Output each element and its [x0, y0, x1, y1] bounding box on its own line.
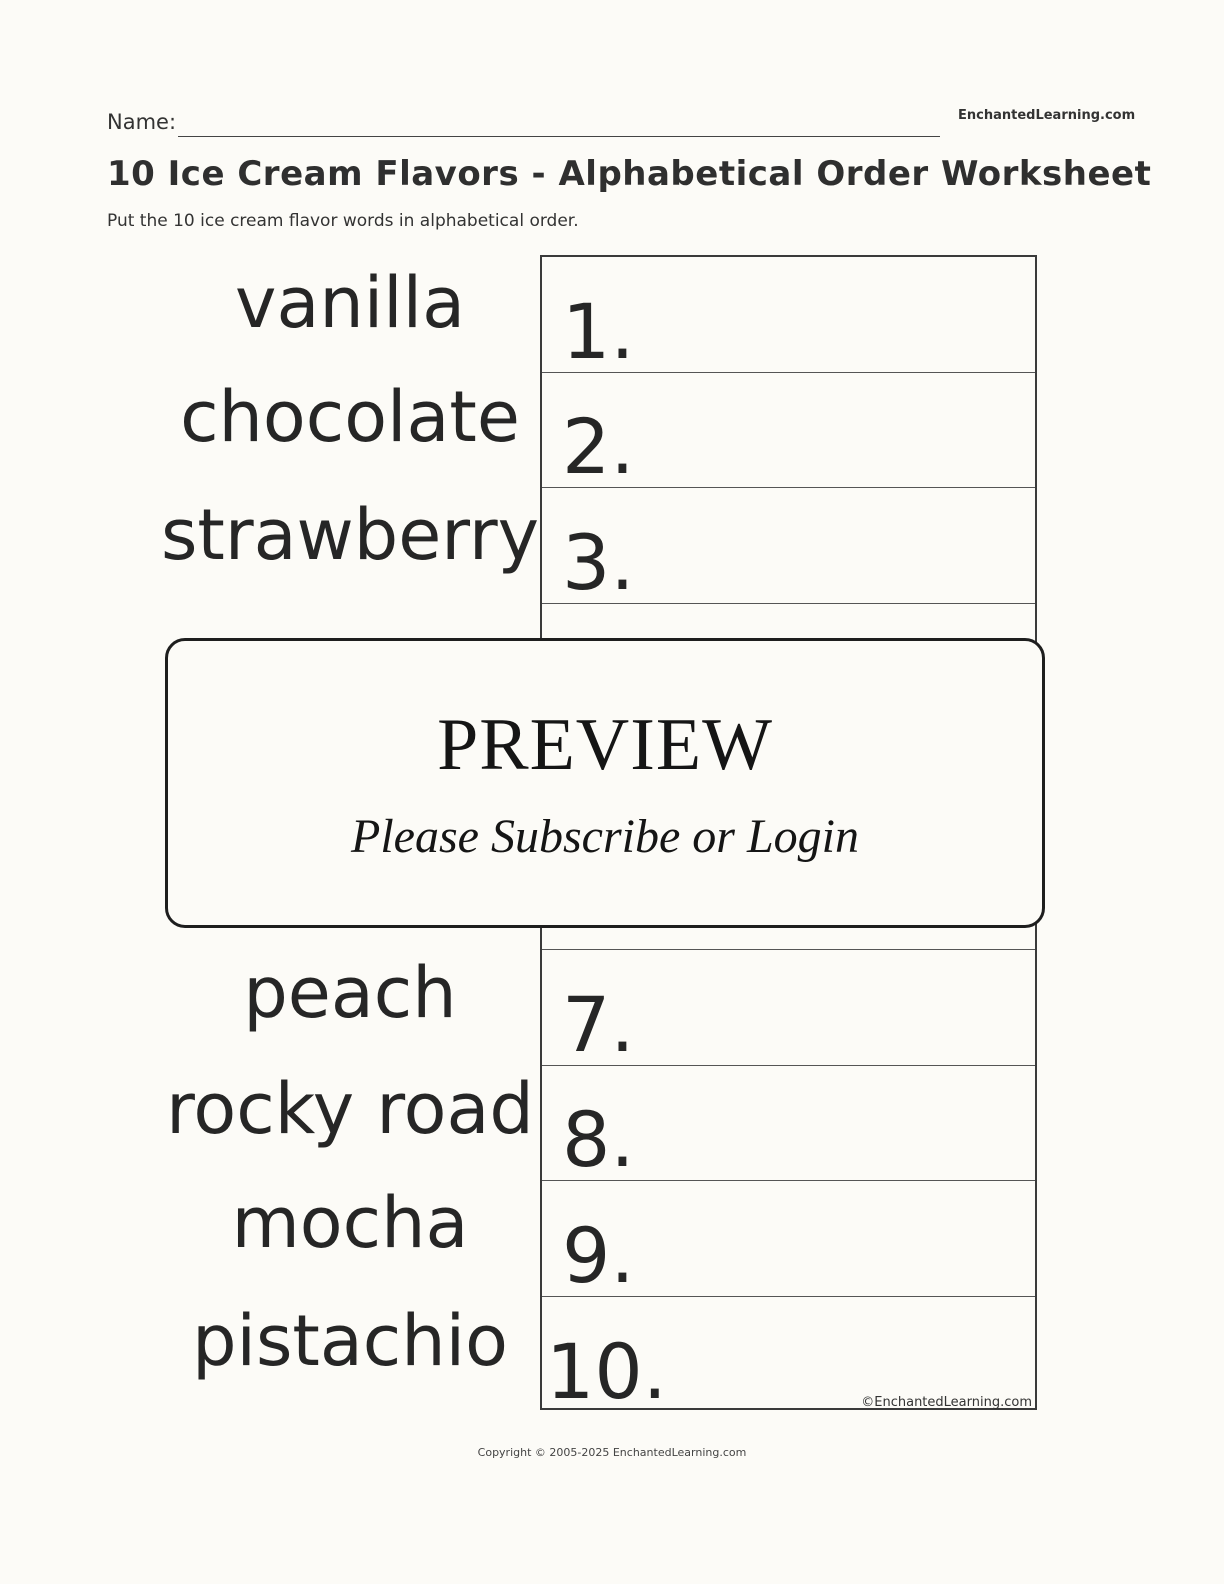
answer-number: 7.	[562, 979, 635, 1069]
instructions: Put the 10 ice cream flavor words in alphabetical order.	[107, 211, 579, 231]
flavor-word: chocolate	[180, 376, 520, 458]
answer-number: 10.	[546, 1327, 667, 1416]
preview-overlay[interactable]	[165, 638, 1045, 928]
flavor-word: peach	[243, 952, 457, 1034]
site-name: EnchantedLearning.com	[958, 108, 1136, 123]
answer-row	[542, 1297, 1035, 1416]
flavor-word: vanilla	[235, 262, 465, 344]
preview-title: PREVIEW	[437, 704, 773, 786]
flavor-word: rocky road	[166, 1068, 534, 1150]
answer-row	[542, 950, 1035, 1069]
flavor-word: mocha	[231, 1182, 469, 1264]
name-label: Name:	[107, 110, 177, 134]
answer-row	[542, 373, 1035, 489]
answer-number: 2.	[562, 402, 635, 491]
answer-number: 8.	[562, 1095, 635, 1184]
answer-row	[542, 257, 1035, 376]
answer-row	[542, 1066, 1035, 1182]
answer-number: 3.	[562, 517, 635, 607]
flavor-word: pistachio	[192, 1300, 508, 1382]
subscribe-login-prompt[interactable]: Please Subscribe or Login	[351, 810, 859, 863]
copyright: Copyright © 2005-2025 EnchantedLearning.com	[477, 1446, 747, 1459]
name-line	[178, 136, 940, 137]
answer-row	[542, 1181, 1035, 1300]
answer-number: 9.	[562, 1210, 635, 1300]
answer-row	[542, 488, 1035, 607]
worksheet-title: 10 Ice Cream Flavors - Alphabetical Order Worksheet	[107, 154, 1152, 194]
flavor-word: strawberry	[160, 494, 540, 576]
answer-number: 1.	[562, 286, 635, 376]
box-credit: ©EnchantedLearning.com	[861, 1395, 1032, 1410]
